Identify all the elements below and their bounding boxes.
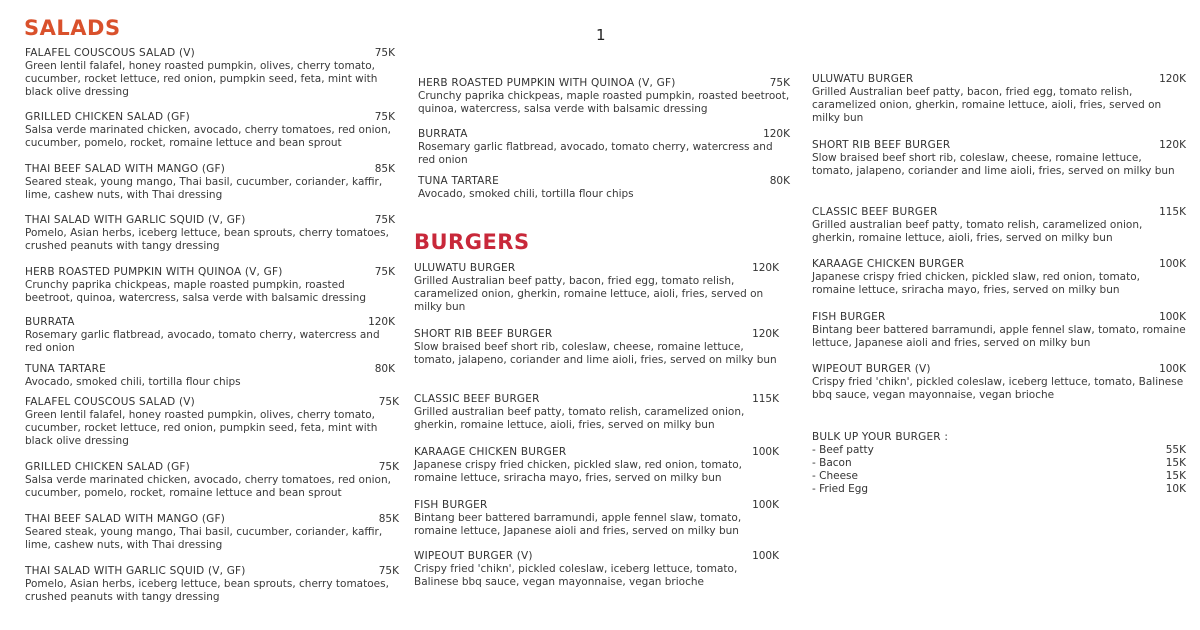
menu-item-header bbox=[414, 550, 779, 563]
menu-item-header bbox=[414, 328, 779, 341]
menu-item-description: Green lentil falafel, honey roasted pumpkin, olives, cherry tomato, cucumber, rocket lettuce, red onion, pumpkin seed, feta, mint with black olive dressing bbox=[25, 409, 378, 447]
menu-item-name: HERB ROASTED PUMPKIN WITH QUINOA (V, GF) bbox=[418, 77, 676, 89]
menu-item bbox=[25, 363, 395, 389]
menu-item-description: Salsa verde marinated chicken, avocado, cherry tomatoes, red onion, cucumber, pomelo, rocket, romaine lettuce and bean sprout bbox=[25, 474, 391, 499]
menu-item bbox=[25, 565, 399, 604]
menu-item-header bbox=[25, 396, 399, 409]
menu-item-header bbox=[812, 206, 1186, 219]
menu-item-header bbox=[418, 175, 790, 188]
menu-item-description: Rosemary garlic flatbread, avocado, tomato cherry, watercress and red onion bbox=[25, 329, 380, 354]
menu-item-header bbox=[25, 513, 399, 526]
menu-item-description: Seared steak, young mango, Thai basil, cucumber, coriander, kaffir, lime, cashew nuts, with Thai dressing bbox=[25, 176, 383, 201]
menu-item-name: KARAAGE CHICKEN BURGER bbox=[414, 446, 567, 458]
menu-item-name: FISH BURGER bbox=[812, 311, 886, 323]
menu-item-description: Japanese crispy fried chicken, pickled slaw, red onion, tomato, romaine lettuce, sriracha mayo, fries, served on milky bun bbox=[812, 271, 1140, 296]
burgers-heading: BURGERS bbox=[414, 230, 530, 254]
menu-item-header bbox=[25, 461, 399, 474]
menu-item-description: Grilled australian beef patty, tomato relish, caramelized onion, gherkin, romaine lettuce, aioli, fries, served on milky bun bbox=[414, 406, 745, 431]
menu-item-name: TUNA TARTARE bbox=[418, 175, 499, 187]
page-number: 1 bbox=[596, 26, 606, 44]
menu-item-description: Salsa verde marinated chicken, avocado, cherry tomatoes, red onion, cucumber, pomelo, rocket, romaine lettuce and bean sprout bbox=[25, 124, 391, 149]
menu-item-name: ULUWATU BURGER bbox=[812, 73, 914, 85]
menu-item-description: Avocado, smoked chili, tortilla flour chips bbox=[25, 376, 241, 388]
menu-item-price: 100K bbox=[1159, 363, 1186, 375]
menu-item-name: KARAAGE CHICKEN BURGER bbox=[812, 258, 965, 270]
menu-item-description: Slow braised beef short rib, coleslaw, cheese, romaine lettuce, tomato, jalapeno, coriander and lime aioli, fries, served on milky bun bbox=[414, 341, 777, 366]
menu-item-header bbox=[418, 128, 790, 141]
menu-item-name: THAI BEEF SALAD WITH MANGO (GF) bbox=[25, 163, 226, 175]
menu-item bbox=[414, 446, 779, 485]
menu-item bbox=[812, 258, 1186, 297]
menu-item bbox=[25, 513, 399, 552]
menu-item-description: Green lentil falafel, honey roasted pumpkin, olives, cherry tomato, cucumber, rocket lettuce, red onion, pumpkin seed, feta, mint with black olive dressing bbox=[25, 60, 378, 98]
menu-item-header bbox=[25, 47, 395, 60]
menu-item-price: 120K bbox=[752, 262, 779, 274]
menu-item-name: FALAFEL COUSCOUS SALAD (V) bbox=[25, 47, 195, 59]
bulk-up-item bbox=[812, 457, 1186, 470]
bulk-up-item-price: 55K bbox=[1165, 444, 1186, 456]
menu-item-name: GRILLED CHICKEN SALAD (GF) bbox=[25, 111, 190, 123]
menu-item bbox=[418, 175, 790, 201]
menu-item-price: 100K bbox=[1159, 311, 1186, 323]
menu-item-header bbox=[25, 363, 395, 376]
menu-item-description: Rosemary garlic flatbread, avocado, tomato cherry, watercress and red onion bbox=[418, 141, 773, 166]
menu-item-header bbox=[25, 565, 399, 578]
menu-item-price: 115K bbox=[1159, 206, 1186, 218]
bulk-up-item-name: - Bacon bbox=[812, 457, 852, 469]
menu-item-price: 120K bbox=[752, 328, 779, 340]
menu-item bbox=[25, 47, 395, 99]
menu-item-price: 75K bbox=[378, 461, 399, 473]
menu-item-price: 75K bbox=[378, 396, 399, 408]
menu-item bbox=[414, 499, 779, 538]
menu-item-price: 75K bbox=[374, 266, 395, 278]
menu-item-header bbox=[414, 262, 779, 275]
salads-heading: SALADS bbox=[24, 16, 121, 40]
menu-item bbox=[812, 311, 1186, 350]
menu-item bbox=[414, 393, 779, 432]
menu-item bbox=[812, 139, 1186, 178]
menu-item-header bbox=[812, 258, 1186, 271]
menu-item bbox=[414, 550, 779, 589]
menu-item-header bbox=[25, 316, 395, 329]
bulk-up-item-price: 15K bbox=[1165, 470, 1186, 482]
menu-item-price: 80K bbox=[374, 363, 395, 375]
menu-item-name: BURRATA bbox=[418, 128, 468, 140]
menu-item-price: 115K bbox=[752, 393, 779, 405]
menu-item-header bbox=[812, 363, 1186, 376]
menu-item bbox=[418, 128, 790, 167]
menu-item bbox=[25, 266, 395, 305]
menu-item-price: 85K bbox=[374, 163, 395, 175]
menu-item-header bbox=[414, 446, 779, 459]
menu-item-header bbox=[418, 77, 790, 90]
menu-item-header bbox=[25, 163, 395, 176]
menu-item bbox=[25, 316, 395, 355]
menu-item bbox=[25, 163, 395, 202]
menu-item-header bbox=[812, 139, 1186, 152]
bulk-up-item-name: - Beef patty bbox=[812, 444, 874, 456]
menu-item-name: TUNA TARTARE bbox=[25, 363, 106, 375]
menu-item-description: Bintang beer battered barramundi, apple fennel slaw, tomato, romaine lettuce, Japanese aioli and fries, served on milky bun bbox=[812, 324, 1186, 349]
menu-item-header bbox=[812, 73, 1186, 86]
menu-item-description: Grilled Australian beef patty, bacon, fried egg, tomato relish, caramelized onion, gherkin, romaine lettuce, aioli, fries, served on milky bun bbox=[414, 275, 764, 313]
menu-item-price: 75K bbox=[374, 111, 395, 123]
menu-item-name: SHORT RIB BEEF BURGER bbox=[812, 139, 951, 151]
menu-item-price: 100K bbox=[1159, 258, 1186, 270]
menu-item-name: THAI SALAD WITH GARLIC SQUID (V, GF) bbox=[25, 565, 246, 577]
menu-item-name: WIPEOUT BURGER (V) bbox=[812, 363, 931, 375]
menu-item-description: Crunchy paprika chickpeas, maple roasted pumpkin, roasted beetroot, quinoa, watercress, salsa verde with balsamic dressing bbox=[418, 90, 790, 115]
menu-item-price: 100K bbox=[752, 550, 779, 562]
menu-item-price: 120K bbox=[1159, 73, 1186, 85]
menu-item-description: Seared steak, young mango, Thai basil, cucumber, coriander, kaffir, lime, cashew nuts, with Thai dressing bbox=[25, 526, 383, 551]
menu-item-price: 120K bbox=[1159, 139, 1186, 151]
menu-item-price: 100K bbox=[752, 446, 779, 458]
bulk-up-item bbox=[812, 470, 1186, 483]
menu-item-price: 120K bbox=[368, 316, 395, 328]
menu-item-name: CLASSIC BEEF BURGER bbox=[414, 393, 540, 405]
menu-item-price: 75K bbox=[374, 47, 395, 59]
menu-item bbox=[418, 77, 790, 116]
menu-item-description: Slow braised beef short rib, coleslaw, cheese, romaine lettuce, tomato, jalapeno, coriander and lime aioli, fries, served on milky bun bbox=[812, 152, 1175, 177]
menu-item-description: Bintang beer battered barramundi, apple fennel slaw, tomato, romaine lettuce, Japanese aioli and fries, served on milky bun bbox=[414, 512, 742, 537]
menu-item-name: SHORT RIB BEEF BURGER bbox=[414, 328, 553, 340]
menu-item-description: Grilled Australian beef patty, bacon, fried egg, tomato relish, caramelized onion, gherkin, romaine lettuce, aioli, fries, served on milky bun bbox=[812, 86, 1162, 124]
menu-item-name: GRILLED CHICKEN SALAD (GF) bbox=[25, 461, 190, 473]
menu-item-name: BURRATA bbox=[25, 316, 75, 328]
menu-item-description: Crunchy paprika chickpeas, maple roasted pumpkin, roasted beetroot, quinoa, watercress, salsa verde with balsamic dressing bbox=[25, 279, 366, 304]
menu-item bbox=[25, 111, 395, 150]
menu-item-description: Crispy fried 'chikn', pickled coleslaw, iceberg lettuce, tomato, Balinese bbq sauce, vegan mayonnaise, vegan brioche bbox=[414, 563, 738, 588]
menu-item bbox=[812, 206, 1186, 245]
menu-item bbox=[414, 262, 779, 314]
menu-item-description: Pomelo, Asian herbs, iceberg lettuce, bean sprouts, cherry tomatoes, crushed peanuts with tangy dressing bbox=[25, 578, 389, 603]
menu-item-name: ULUWATU BURGER bbox=[414, 262, 516, 274]
bulk-up-item bbox=[812, 483, 1186, 496]
menu-item-description: Japanese crispy fried chicken, pickled slaw, red onion, tomato, romaine lettuce, sriracha mayo, fries, served on milky bun bbox=[414, 459, 742, 484]
menu-item-name: FALAFEL COUSCOUS SALAD (V) bbox=[25, 396, 195, 408]
bulk-up-item-price: 10K bbox=[1165, 483, 1186, 495]
menu-item-description: Avocado, smoked chili, tortilla flour chips bbox=[418, 188, 634, 200]
menu-item-name: WIPEOUT BURGER (V) bbox=[414, 550, 533, 562]
menu-item-price: 75K bbox=[374, 214, 395, 226]
menu-item bbox=[414, 328, 779, 367]
bulk-up-item-name: - Cheese bbox=[812, 470, 858, 482]
bulk-up-item-name: - Fried Egg bbox=[812, 483, 869, 495]
menu-item-description: Grilled australian beef patty, tomato relish, caramelized onion, gherkin, romaine lettuce, aioli, fries, served on milky bun bbox=[812, 219, 1143, 244]
menu-item-header bbox=[25, 214, 395, 227]
menu-item-price: 75K bbox=[378, 565, 399, 577]
menu-item bbox=[812, 363, 1186, 402]
menu-item-price: 100K bbox=[752, 499, 779, 511]
menu-item-name: THAI BEEF SALAD WITH MANGO (GF) bbox=[25, 513, 226, 525]
menu-item-price: 80K bbox=[769, 175, 790, 187]
menu-item-header bbox=[812, 311, 1186, 324]
menu-item-price: 85K bbox=[378, 513, 399, 525]
menu-item-price: 75K bbox=[769, 77, 790, 89]
menu-item bbox=[25, 396, 399, 448]
bulk-up-item bbox=[812, 444, 1186, 457]
bulk-up-item-price: 15K bbox=[1165, 457, 1186, 469]
menu-item-name: CLASSIC BEEF BURGER bbox=[812, 206, 938, 218]
menu-item-header bbox=[414, 499, 779, 512]
menu-item-header bbox=[414, 393, 779, 406]
bulk-up-title: BULK UP YOUR BURGER : bbox=[812, 431, 949, 443]
menu-item bbox=[812, 73, 1186, 125]
menu-item bbox=[25, 461, 399, 500]
bulk-up-section bbox=[812, 431, 1186, 496]
menu-item-name: HERB ROASTED PUMPKIN WITH QUINOA (V, GF) bbox=[25, 266, 283, 278]
menu-item-price: 120K bbox=[763, 128, 790, 140]
menu-item-name: THAI SALAD WITH GARLIC SQUID (V, GF) bbox=[25, 214, 246, 226]
menu-item-header bbox=[25, 266, 395, 279]
menu-item-header bbox=[25, 111, 395, 124]
menu-item-name: FISH BURGER bbox=[414, 499, 488, 511]
menu-item-description: Crispy fried 'chikn', pickled coleslaw, iceberg lettuce, tomato, Balinese bbq sauce, vegan mayonnaise, vegan brioche bbox=[812, 376, 1184, 401]
menu-item bbox=[25, 214, 395, 253]
menu-item-description: Pomelo, Asian herbs, iceberg lettuce, bean sprouts, cherry tomatoes, crushed peanuts with tangy dressing bbox=[25, 227, 389, 252]
